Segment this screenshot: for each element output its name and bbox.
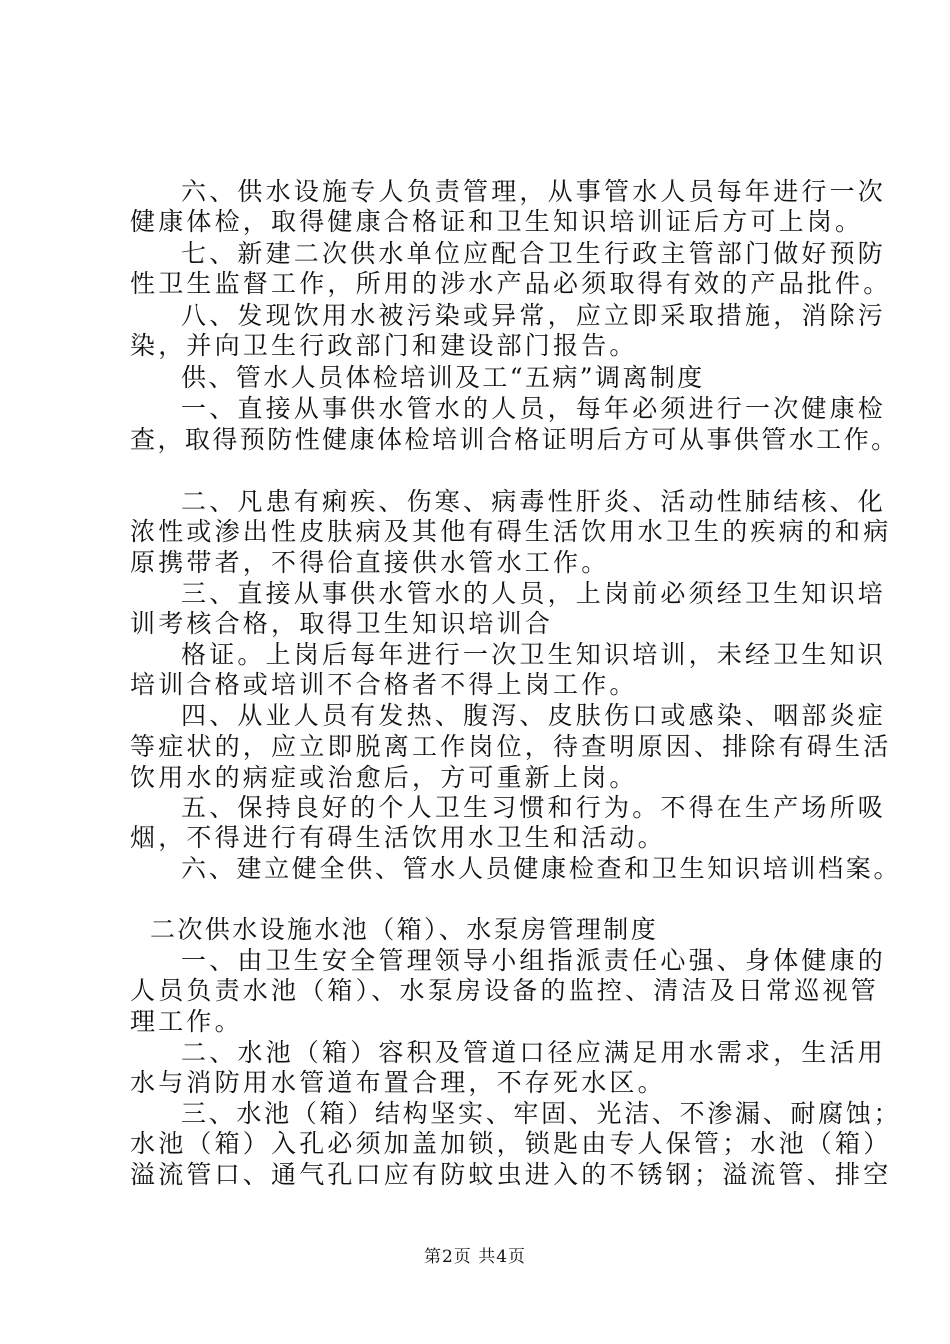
text-line: 六、供水设施专人负责管理，从事管水人员每年进行一次 xyxy=(181,177,887,206)
text-line: 三、直接从事供水管水的人员，上岗前必须经卫生知识培 xyxy=(181,579,887,608)
text-line: 六、建立健全供、管水人员健康检查和卫生知识培训档案。 xyxy=(181,854,902,883)
text-line: 七、新建二次供水单位应配合卫生行政主管部门做好预防 xyxy=(181,239,887,268)
text-line: 性卫生监督工作，所用的涉水产品必须取得有效的产品批件。 xyxy=(130,269,892,298)
text-line: 四、从业人员有发热、腹泻、皮肤伤口或感染、咽部炎症 xyxy=(181,701,887,730)
section-heading: 二次供水设施水池（箱）、水泵房管理制度 xyxy=(150,915,659,944)
text-line: 三、水池（箱）结构坚实、牢固、光洁、不渗漏、耐腐蚀； xyxy=(181,1099,902,1128)
text-line: 水与消防用水管道布置合理，不存死水区。 xyxy=(130,1068,666,1097)
text-line: 查，取得预防性健康体检培训合格证明后方可从事供管水工作。 xyxy=(130,425,899,454)
section-heading: 供、管水人员体检培训及工“五病”调离制度 xyxy=(181,363,705,392)
text-line: 格证。上岗后每年进行一次卫生知识培训，未经卫生知识 xyxy=(181,640,887,669)
text-line: 八、发现饮用水被污染或异常，应立即采取措施，消除污 xyxy=(181,301,887,330)
text-line: 浓性或渗出性皮肤病及其他有碍生活饮用水卫生的疾病的和病 xyxy=(130,517,892,546)
text-line: 饮用水的病症或治愈后，方可重新上岗。 xyxy=(130,763,638,792)
text-line: 等症状的，应立即脱离工作岗位，待查明原因、排除有碍生活 xyxy=(130,732,892,761)
text-line: 一、由卫生安全管理领导小组指派责任心强、身体健康的 xyxy=(181,946,887,975)
text-line: 五、保持良好的个人卫生习惯和行为。不得在生产场所吸 xyxy=(181,793,887,822)
text-line: 二、凡患有痢疾、伤寒、病毒性肝炎、活动性肺结核、化 xyxy=(181,487,887,516)
text-line: 训考核合格，取得卫生知识培训合 xyxy=(130,609,554,638)
text-line: 水池（箱）入孔必须加盖加锁，锁匙由专人保管；水池（箱） xyxy=(130,1129,892,1158)
page-number: 第2页 共4页 xyxy=(423,1247,527,1267)
text-line: 溢流管口、通气孔口应有防蚊虫进入的不锈钢；溢流管、排空 xyxy=(130,1160,892,1189)
text-line: 一、直接从事供水管水的人员，每年必须进行一次健康检 xyxy=(181,394,887,423)
text-line: 培训合格或培训不合格者不得上岗工作。 xyxy=(130,670,638,699)
text-line: 烟，不得进行有碍生活饮用水卫生和活动。 xyxy=(130,823,666,852)
text-line: 原携带者，不得佮直接供水管水工作。 xyxy=(130,548,610,577)
text-line: 理工作。 xyxy=(130,1007,243,1036)
text-line: 二、水池（箱）容积及管道口径应满足用水需求，生活用 xyxy=(181,1038,887,1067)
text-line: 染，并向卫生行政部门和建设部门报告。 xyxy=(130,331,638,360)
text-line: 人员负责水池（箱）、水泵房设备的监控、清洁及日常巡视管 xyxy=(130,976,879,1005)
text-line: 健康体检，取得健康合格证和卫生知识培训证后方可上岗。 xyxy=(130,207,864,236)
